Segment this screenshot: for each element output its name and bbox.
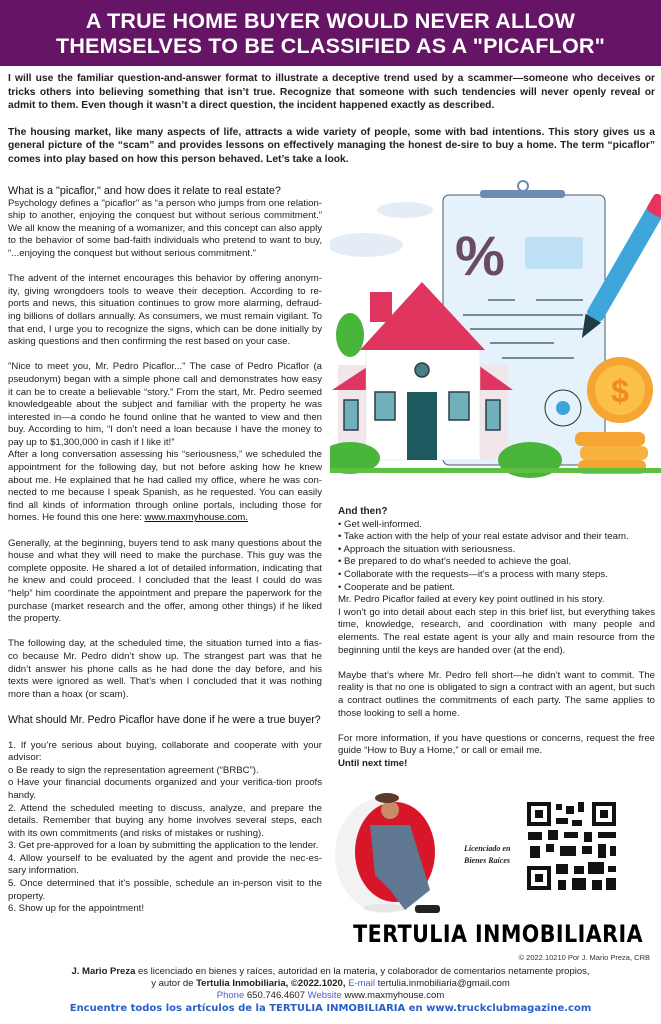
phone-number[interactable]: 650.746.4607 [246, 990, 306, 1001]
list-item: • Cooperate and be patient. [338, 581, 455, 593]
list-item: o Have your financial documents organized and your verifica-tion proofs handy. [8, 777, 322, 801]
list-item: o Be ready to sign the representation agreement (“BRBC”). [8, 764, 259, 776]
email-label: E-mail [348, 978, 376, 989]
footer-text: es licenciado en bienes y raíces, autoridad en la materia, y colaborador de comentarios netamente propios, [135, 966, 590, 977]
list-item: 6. Show up for the appointment! [8, 903, 144, 915]
footer-line [0, 966, 661, 978]
body-paragraph: "Nice to meet you, Mr. Pedro Picaflor..." The case of Pedro Picaflor (a pseudonym) began with a simple phone call and demonstrates how easy it can be to create a believable “story.” From the start, Mr. Pedro seemed knowledgeable about the subject and familiar with the property he was interested in—a condo he found online that he wanted to view and then buy. According to him, “I don’t need a loan because I have the money to pay up to $1,300,000 in cash if I like it!” [8, 361, 322, 448]
body-paragraph: The following day, at the scheduled time, the situation turned into a fias-co because Mr. Pedro didn’t show up. The strangest part was that he didn’t answer his phone calls as he had done the day before, and his texts were ignored as well. That’s when I concluded that it was nothing more than a hoax (or scam). [8, 638, 322, 700]
website-link[interactable]: www.maxmyhouse.com [344, 990, 445, 1001]
list-item: • Get well-informed. [338, 518, 422, 530]
body-paragraph: For more information, if you have questions or concerns, request the free guide “How to Buy a Home,” or call or email me. [338, 732, 655, 757]
footer-text: y autor de [151, 978, 197, 989]
footer-line [0, 978, 661, 990]
licensed-line: Licenciado en [464, 844, 511, 853]
list-item: • Be prepared to do what’s needed to achieve the goal. [338, 556, 572, 568]
svg-text:%: % [455, 224, 505, 287]
left-column [8, 185, 322, 916]
question-heading: What is a "picaflor," and how does it relate to real estate? [8, 185, 281, 197]
body-paragraph: Maybe that’s where Mr. Pedro fell short—he didn’t want to commit. The reality is that no one is obligated to sign a contract with an agent, but such a contract outlines the commitments of each party. The same applies to those looking to sell a home. [338, 669, 655, 719]
website-label: Website [307, 990, 342, 1001]
footer-line [0, 990, 661, 1002]
body-paragraph: Psychology defines a "picaflor" as “a person who jumps from one relation-ship to another, enjoying the conquest but without serious commitment.” We all know the meaning of a womanizer, and this concept can also apply to the behavior of some bad-faith individuals who pretend to want to buy, “...enjoying the conquest but without serious commitment.” [8, 197, 322, 259]
steps-list [8, 740, 322, 916]
house-mortgage-illustration [330, 180, 661, 500]
body-paragraph: The advent of the internet encourages this behavior by offering anonym-ity, giving wrongdoers tools to weave their deception. According to re-ports and news, this situation continues to grow more alarming, defraud-ing billions of dollars annually. As consumers, we must remain vigilant. To that end, I urge you to recognize the signs, which can be done initially by asking questions and then confirming the rest based on your case. [8, 273, 322, 348]
author-photo [335, 793, 440, 913]
list-item: 2. Attend the scheduled meeting to discuss, analyze, and prepare the details. Remember that buying any home involves several steps, each with its own commitments (and risks of mistakes or rushing). [8, 802, 322, 839]
email-link[interactable]: tertulia.inmobiliaria@gmail.com [377, 978, 510, 989]
ground [330, 468, 661, 473]
question-heading: What should Mr. Pedro Picaflor have done if he were a true buyer? [8, 713, 321, 726]
magazine-promo-link[interactable]: Encuentre todos los artículos de la TERTULIA INMOBILIARIA en www.truckclubmagazine.com [69, 1003, 592, 1014]
column-name: Tertulia Inmobiliaria, ©2022.1020, [196, 978, 346, 989]
list-item: 5. Once determined that it’s possible, schedule an in-person visit to the property. [8, 878, 322, 902]
list-item: 4. Allow yourself to be evaluated by the agent and provide the nec-es-sary information. [8, 852, 322, 877]
signoff: Until next time! [338, 757, 408, 769]
intro-paragraph: The housing market, like many aspects of life, attracts a wide variety of people, some with bad intentions. This story gives us a general picture of the “scam” and provides lessons on effectively managing the honest de-sire to buy a home. The term “picaflor” comes into play based on how this person behaved. Let’s take a look. [8, 126, 655, 165]
author-name: J. Mario Preza [71, 966, 136, 977]
footer [0, 966, 661, 1015]
tips-list [338, 519, 655, 595]
qr-code-icon [525, 802, 620, 892]
headline-line-1: A TRUE HOME BUYER WOULD NEVER ALLOW [85, 9, 576, 33]
licensed-line: Bienes Raíces [464, 856, 510, 865]
svg-text:$: $ [611, 373, 629, 409]
body-paragraph: I won’t go into detail about each step in this brief list, but everything takes time, knowledge, research, and coordination with many people and elements. The real estate agent is your ally and main resource from the beginning until the keys are handed over (at the end). [338, 606, 655, 656]
website-link[interactable]: www.maxmyhouse.com. [144, 512, 248, 524]
body-paragraph: Generally, at the beginning, buyers tend to ask many questions about the house and what they will need to make the purchase. This guy was the complete opposite. He shared a lot of detailed information, indicating that he knew and could proceed. I concluded that the least I could do was “help” him coordinate the appointment and prepare the paperwork for the purchase (market research and the offer, among other things) if he liked the property. [8, 537, 322, 625]
list-item: 3. Get pre-approved for a loan by submitting the application to the lender. [8, 840, 319, 852]
intro-paragraph: I will use the familiar question-and-answer format to illustrate a deceptive trend used by a scammer—someone who deceives or tricks others into believing something that isn’t true. Recognize that someone with such tendencies will never openly reveal or admit to them. Even though it wasn’t a direct question, the incident happened exactly as described. [8, 73, 655, 112]
cloud-icon [330, 202, 433, 257]
phone-label: Phone [216, 990, 245, 1001]
body-paragraph [8, 449, 322, 525]
list-item: • Collaborate with the requests—it’s a process with many steps. [338, 568, 608, 580]
page-header [0, 0, 661, 66]
headline-line-2: THEMSELVES TO BE CLASSIFIED AS A "PICAFLOR" [55, 34, 605, 58]
list-item: • Take action with the help of your real estate advisor and their team. [338, 531, 629, 543]
section-heading: And then? [338, 506, 388, 517]
body-paragraph: Mr. Pedro Picaflor failed at every key point outlined in his story. [338, 594, 605, 606]
intro-section [8, 72, 655, 167]
list-item: • Approach the situation with seriousness. [338, 543, 516, 555]
right-column [338, 506, 655, 770]
body-text: After a long conversation assessing his “seriousness,” we scheduled the appointment for the following day, but not before asking how he knew about me. He explained that he had called my office, where he was con-nected to me because I speak Spanish, as he requested. You can easily find all kinds of information through online portals, including those for homes. He found this one here: [8, 449, 322, 524]
licensed-label [464, 843, 510, 867]
list-item: 1. If you’re serious about buying, collaborate and cooperate with your advisor: [8, 739, 322, 764]
copyright-notice: © 2022.10210 Por J. Mario Preza, CRB [518, 953, 650, 962]
brand-logo: TERTULIA INMOBILIARIA [353, 920, 643, 948]
